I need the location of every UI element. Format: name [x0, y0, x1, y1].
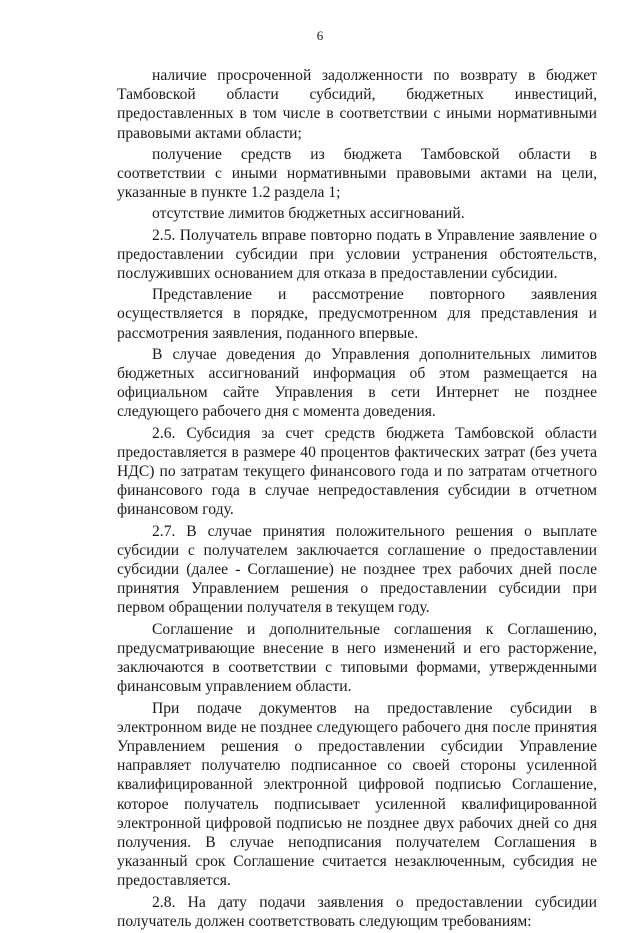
paragraph-electronic-submission: При подаче документов на предоставление субсидии в электронном виде не позднее следующего рабочего дня после принятия Управлением решения о предоставлении субсидии Управление направляет получателю подписанное со своей стороны усиленной квалифицированной электронной цифровой подписью Соглашение, которое получатель подписывает усиленной квалифицированной электронной цифровой подписью не позднее двух рабочих дней со дня получения. В случае неподписания получателем Соглашения в указанный срок Соглашение считается незаключенным, субсидия не предоставляется.: [117, 699, 597, 890]
paragraph-2-5: 2.5. Получатель вправе повторно подать в Управление заявление о предоставлении субсидии при условии устранения обстоятельств, послуживших основанием для отказа в предоставлении субсидии.: [117, 226, 597, 283]
page-number: 6: [316, 28, 324, 43]
paragraph-2-8: 2.8. На дату подачи заявления о предоставлении субсидии получатель должен соответствовать следующим требованиям:: [117, 893, 597, 930]
paragraph-2-6: 2.6. Субсидия за счет средств бюджета Тамбовской области предоставляется в размере 40 процентов фактических затрат (без учета НДС) по затратам текущего финансового года и по затратам отчетного финансового года в случае непредоставления субсидии в отчетном финансовом году.: [117, 424, 597, 519]
paragraph-other-funding-condition: получение средств из бюджета Тамбовской области в соответствии с иными нормативными правовыми актами на цели, указанные в пункте 1.2 раздела 1;: [117, 145, 597, 202]
paragraph-no-limits-condition: отсутствие лимитов бюджетных ассигнований.: [152, 205, 465, 223]
paragraph-arrears-condition: наличие просроченной задолженности по возврату в бюджет Тамбовской области субсидий, бюджетных инвестиций, предоставленных в том числе в соответствии с иными нормативными правовыми актами области;: [117, 67, 597, 142]
paragraph-repeat-application: Представление и рассмотрение повторного заявления осуществляется в порядке, предусмотренном для представления и рассмотрения заявления, поданного впервые.: [117, 286, 597, 342]
paragraph-additional-limits: В случае доведения до Управления дополнительных лимитов бюджетных ассигнований информация об этом размещается на официальном сайте Управления в сети Интернет не позднее следующего рабочего дня с момента доведения.: [117, 345, 597, 421]
paragraph-2-7: 2.7. В случае принятия положительного решения о выплате субсидии с получателем заключается соглашение о предоставлении субсидии (далее - Соглашение) не позднее трех рабочих дней после принятия Управлением решения о предоставлении субсидии при первом обращении получателя в текущем году.: [117, 522, 597, 617]
document-body: [117, 66, 597, 933]
paragraph-agreement-forms: Соглашение и дополнительные соглашения к Соглашению, предусматривающие внесение в него изменений и его расторжение, заключаются в соответствии с типовыми формами, утвержденными финансовым управлением области.: [117, 620, 597, 696]
